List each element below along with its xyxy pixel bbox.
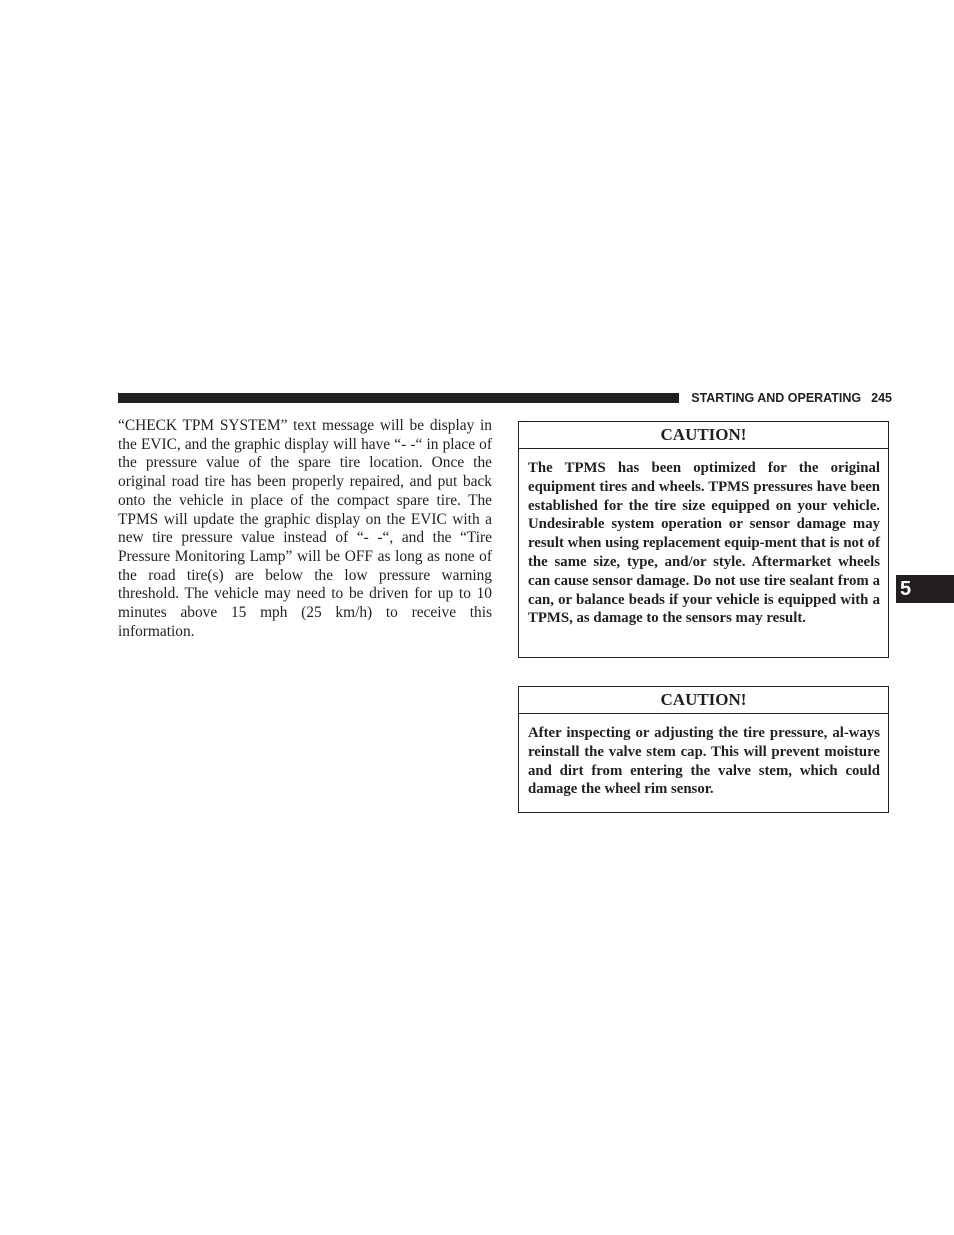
body-paragraph: “CHECK TPM SYSTEM” text message will be display in the EVIC, and the graphic display will have “- -“ in place of the pressure value of the spare tire location. Once the original road tire has been properly repaired, and put back onto the vehicle in place of the compact spare tire. The TPMS will update the graphic display on the EVIC with a new tire pressure value instead of “- -“, and the “Tire Pressure Monitoring Lamp” will be OFF as long as none of the road tire(s) are below the low pressure warning threshold. The vehicle may need to be driven for up to 10 minutes above 15 mph (25 km/h) to receive this information.: [118, 417, 492, 640]
caution-box-valve-cap: [518, 686, 889, 813]
caution-box-sensor: [518, 421, 889, 658]
header-rule: [118, 393, 679, 403]
chapter-tab: 5: [896, 575, 954, 603]
caution-text: The TPMS has been optimized for the original equipment tires and wheels. TPMS pressures have been established for the tire size equipped on your vehicle. Undesirable system operation or sensor damage may result when using replacement equip-ment that is not of the same size, type, and/or style. Aftermarket wheels can cause sensor damage. Do not use tire sealant from a can, or balance beads if your vehicle is equipped with a TPMS, as damage to the sensors may result.: [528, 460, 880, 627]
caution-title: CAUTION!: [519, 687, 888, 714]
page-number: 245: [871, 391, 892, 405]
caution-text: After inspecting or adjusting the tire pressure, al-ways reinstall the valve stem cap. This will prevent moisture and dirt from entering the valve stem, which could damage the wheel rim sensor.: [528, 725, 880, 798]
running-header: [691, 390, 892, 406]
section-title: STARTING AND OPERATING: [691, 391, 862, 405]
caution-title: CAUTION!: [519, 422, 888, 449]
